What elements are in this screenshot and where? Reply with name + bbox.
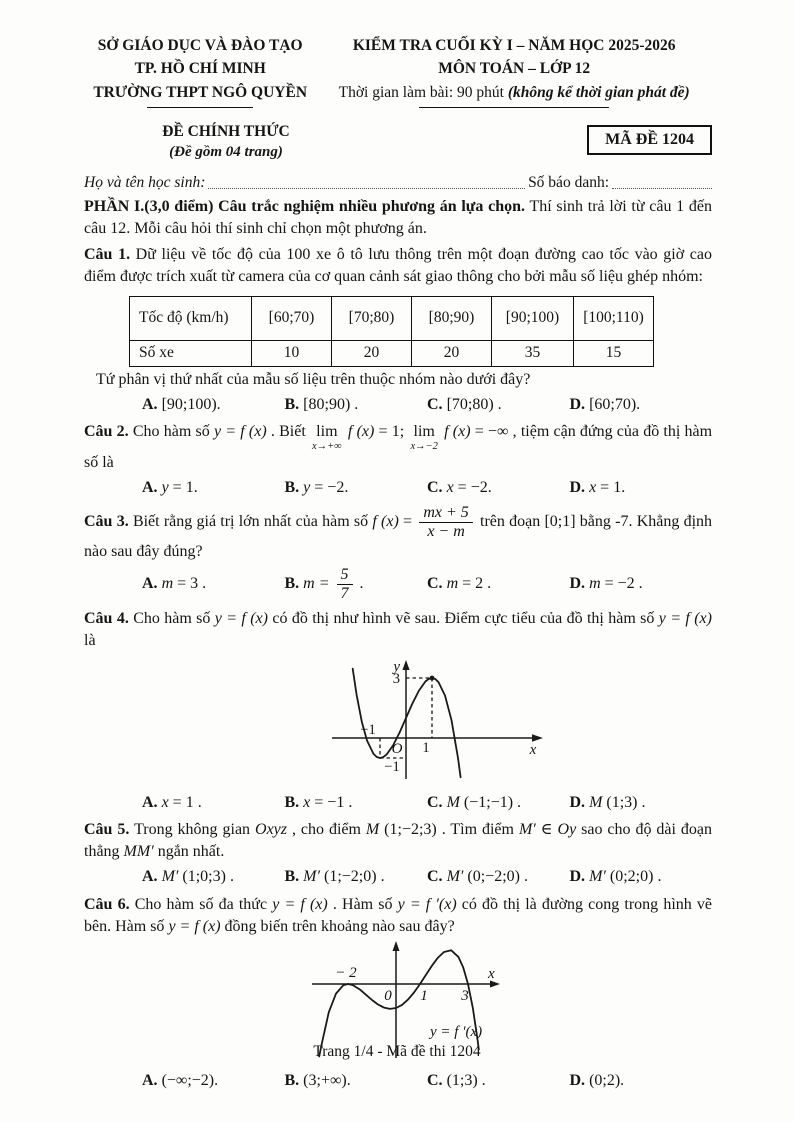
fraction-denominator: x − m xyxy=(427,523,465,541)
option-text: . xyxy=(355,575,364,593)
q2-text-pre: Câu 2. Cho hàm số y = f (x) . Biết xyxy=(84,422,310,440)
exam-title-line: KIỂM TRA CUỐI KỲ I – NĂM HỌC 2025-2026 xyxy=(352,37,676,54)
duration-line: Thời gian làm bài: 90 phút (không kể thời gian phát đề) xyxy=(338,83,690,101)
option-letter: B. xyxy=(284,575,300,593)
q6-option-b: B. (3;+∞). xyxy=(284,1071,351,1089)
page-footer: Trang 1/4 - Mã đề thi 1204 xyxy=(313,1043,481,1060)
origin-label: 0 xyxy=(384,987,392,1004)
official-stamp xyxy=(126,121,326,163)
header-right-rule xyxy=(419,107,609,108)
school-line: TRƯỜNG THPT NGÔ QUYỀN xyxy=(93,83,308,101)
lim-subscript: x→+∞ xyxy=(311,440,342,452)
exam-code-box: MÃ ĐỀ 1204 xyxy=(587,125,712,155)
touch-point-label: − 2 xyxy=(335,964,357,981)
q2-option-b: B. y = −2. xyxy=(284,479,349,497)
q5-option-c: C. M′ (0;−2;0) . xyxy=(427,868,528,886)
q4-options xyxy=(142,792,712,814)
q3-text-post: trên đoạn [0;1] bằng -7. Khẳng định nào sau đây đúng? xyxy=(84,513,713,561)
q6-option-a: A. (−∞;−2). xyxy=(142,1071,219,1089)
min-x-label: −1 xyxy=(360,722,376,739)
speed-cell-4: [90;100) xyxy=(492,296,574,340)
q2-text-post: f (x) = −∞ , tiệm cận đứng của đồ thị hàm số là xyxy=(84,422,713,472)
question-6-stem: Câu 6. Cho hàm số đa thức y = f (x) . Hàm số y = f ′(x) có đồ thị là đường cong trong hình vẽ bên. Hàm số y = f (x) đồng biến trên khoảng nào sau đây? xyxy=(84,895,713,935)
option-text: m = xyxy=(299,575,334,593)
q3-fraction xyxy=(419,504,472,541)
speed-cell-1: [60;70) xyxy=(252,296,332,340)
q2-option-c: C. x = −2. xyxy=(427,479,492,497)
q3-text-pre: Câu 3. Biết rằng giá trị lớn nhất của hàm số f (x) = xyxy=(84,513,417,531)
official-label: ĐỀ CHÍNH THỨC xyxy=(162,122,290,140)
question-5-stem: Câu 5. Trong không gian Oxyz , cho điểm M (1;−2;3) . Tìm điểm M′ ∈ Oy sao cho độ dài đoạn thẳng MM′ ngắn nhất. xyxy=(84,821,713,861)
count-cell-1: 10 xyxy=(252,340,332,366)
root-one-label: 1 xyxy=(420,987,428,1004)
axis-label-x: x xyxy=(488,965,495,982)
q1-frequency-table xyxy=(129,296,654,367)
q1-option-a: A. [90;100). xyxy=(142,395,221,413)
question-4-stem: Câu 4. Cho hàm số y = f (x) có đồ thị như hình vẽ sau. Điểm cực tiểu của đồ thị hàm số y = f (x) là xyxy=(84,610,712,650)
lim-subscript: x→−2 xyxy=(410,440,438,452)
q1-option-b: B. [80;90) . xyxy=(284,395,359,413)
count-header-cell: Số xe xyxy=(130,340,252,366)
min-value-label: −1 xyxy=(384,759,400,776)
lim-word: lim xyxy=(316,422,338,440)
q6-options xyxy=(142,1070,712,1092)
count-cell-3: 20 xyxy=(412,340,492,366)
q2-limit-2 xyxy=(410,424,438,453)
speed-cell-2: [70;80) xyxy=(332,296,412,340)
q3-option-b xyxy=(285,566,428,603)
student-name-blank xyxy=(208,188,525,189)
department-line: SỞ GIÁO DỤC VÀ ĐÀO TẠO xyxy=(97,37,303,54)
count-cell-5: 15 xyxy=(574,340,654,366)
table-row-count xyxy=(130,340,654,366)
q5-option-b: B. M′ (1;−2;0) . xyxy=(284,868,385,886)
max-value-label: 3 xyxy=(392,671,400,688)
q6-option-d: D. (0;2). xyxy=(569,1071,625,1089)
q4-option-d: D. M (1;3) . xyxy=(569,794,646,812)
fraction-numerator: 5 xyxy=(337,566,353,585)
q2-option-a: A. y = 1. xyxy=(142,479,198,497)
candidate-number-blank xyxy=(612,188,712,189)
subject-line: MÔN TOÁN – LỚP 12 xyxy=(438,60,591,78)
q2-option-d: D. x = 1. xyxy=(569,479,626,497)
speed-cell-3: [80;90) xyxy=(412,296,492,340)
q2-options xyxy=(142,477,712,499)
origin-label: O xyxy=(391,741,403,758)
speed-cell-5: [100;110) xyxy=(574,296,654,340)
q3-option-c: C. m = 2 . xyxy=(427,575,492,593)
q3-option-a: A. m = 3 . xyxy=(142,575,207,593)
fraction-numerator: mx + 5 xyxy=(419,504,472,523)
q2-text-mid: f (x) = 1; xyxy=(343,422,409,440)
q4-figure xyxy=(310,656,712,789)
count-cell-2: 20 xyxy=(332,340,412,366)
q3-option-d: D. m = −2 . xyxy=(569,575,643,593)
q2-limit-1 xyxy=(312,424,342,453)
q4-option-a: A. x = 1 . xyxy=(142,794,202,812)
curve-equation-label: y = f ′(x) xyxy=(430,1023,483,1040)
q5-option-d: D. M′ (0;2;0) . xyxy=(569,868,662,886)
q3b-fraction xyxy=(337,566,353,603)
q6-option-c: C. (1;3) . xyxy=(427,1071,486,1089)
q5-option-a: A. M′ (1;0;3) . xyxy=(142,868,234,886)
header-left-rule xyxy=(147,107,253,108)
q1-option-c: C. [70;80) . xyxy=(427,395,502,413)
q3-options xyxy=(142,566,712,603)
lim-word: lim xyxy=(413,422,435,440)
part1-heading: PHẦN I.(3,0 điểm) Câu trắc nghiệm nhiều phương án lựa chọn. Thí sinh trả lời từ câu 1 đến câu 12. Mỗi câu hỏi thí sinh chỉ chọn một phương án. xyxy=(84,198,712,238)
axis-label-x: x xyxy=(529,742,537,759)
count-cell-4: 35 xyxy=(492,340,574,366)
q4-graph xyxy=(310,656,560,782)
candidate-number-label: Số báo danh: xyxy=(528,173,609,191)
max-x-label: 1 xyxy=(422,740,430,757)
student-name-label: Họ và tên học sinh: xyxy=(84,173,206,191)
fraction-denominator: 7 xyxy=(340,585,349,603)
q1-options xyxy=(142,394,712,416)
axis-label-y: y xyxy=(393,659,400,676)
q4-option-c: C. M (−1;−1) . xyxy=(427,794,522,812)
question-3-stem xyxy=(84,504,712,563)
city-line: TP. HỒ CHÍ MINH xyxy=(134,60,266,78)
page-count-note: (Đề gồm 04 trang) xyxy=(169,144,283,161)
q5-options xyxy=(142,866,712,888)
official-row xyxy=(84,121,712,163)
question-2-stem xyxy=(84,421,712,475)
page-header xyxy=(84,34,712,108)
root-three-label: 3 xyxy=(461,987,469,1004)
q1-option-d: D. [60;70). xyxy=(569,395,641,413)
table-row-speed xyxy=(130,296,654,340)
student-info-row xyxy=(84,172,712,193)
header-left-block xyxy=(84,34,316,108)
question-1-stem: Câu 1. Dữ liệu về tốc độ của 100 xe ô tô lưu thông trên một đoạn đường cao tốc vào giờ cao điểm được trích xuất từ camera của cơ quan cảnh sát giao thông cho bởi mẫu số liệu ghép nhóm: xyxy=(84,246,712,286)
question-1-subquestion: Tứ phân vị thứ nhất của mẫu số liệu trên thuộc nhóm nào dưới đây? xyxy=(96,370,531,388)
header-right-block xyxy=(316,34,712,108)
q4-option-b: B. x = −1 . xyxy=(284,794,353,812)
speed-header-cell: Tốc độ (km/h) xyxy=(130,296,252,340)
